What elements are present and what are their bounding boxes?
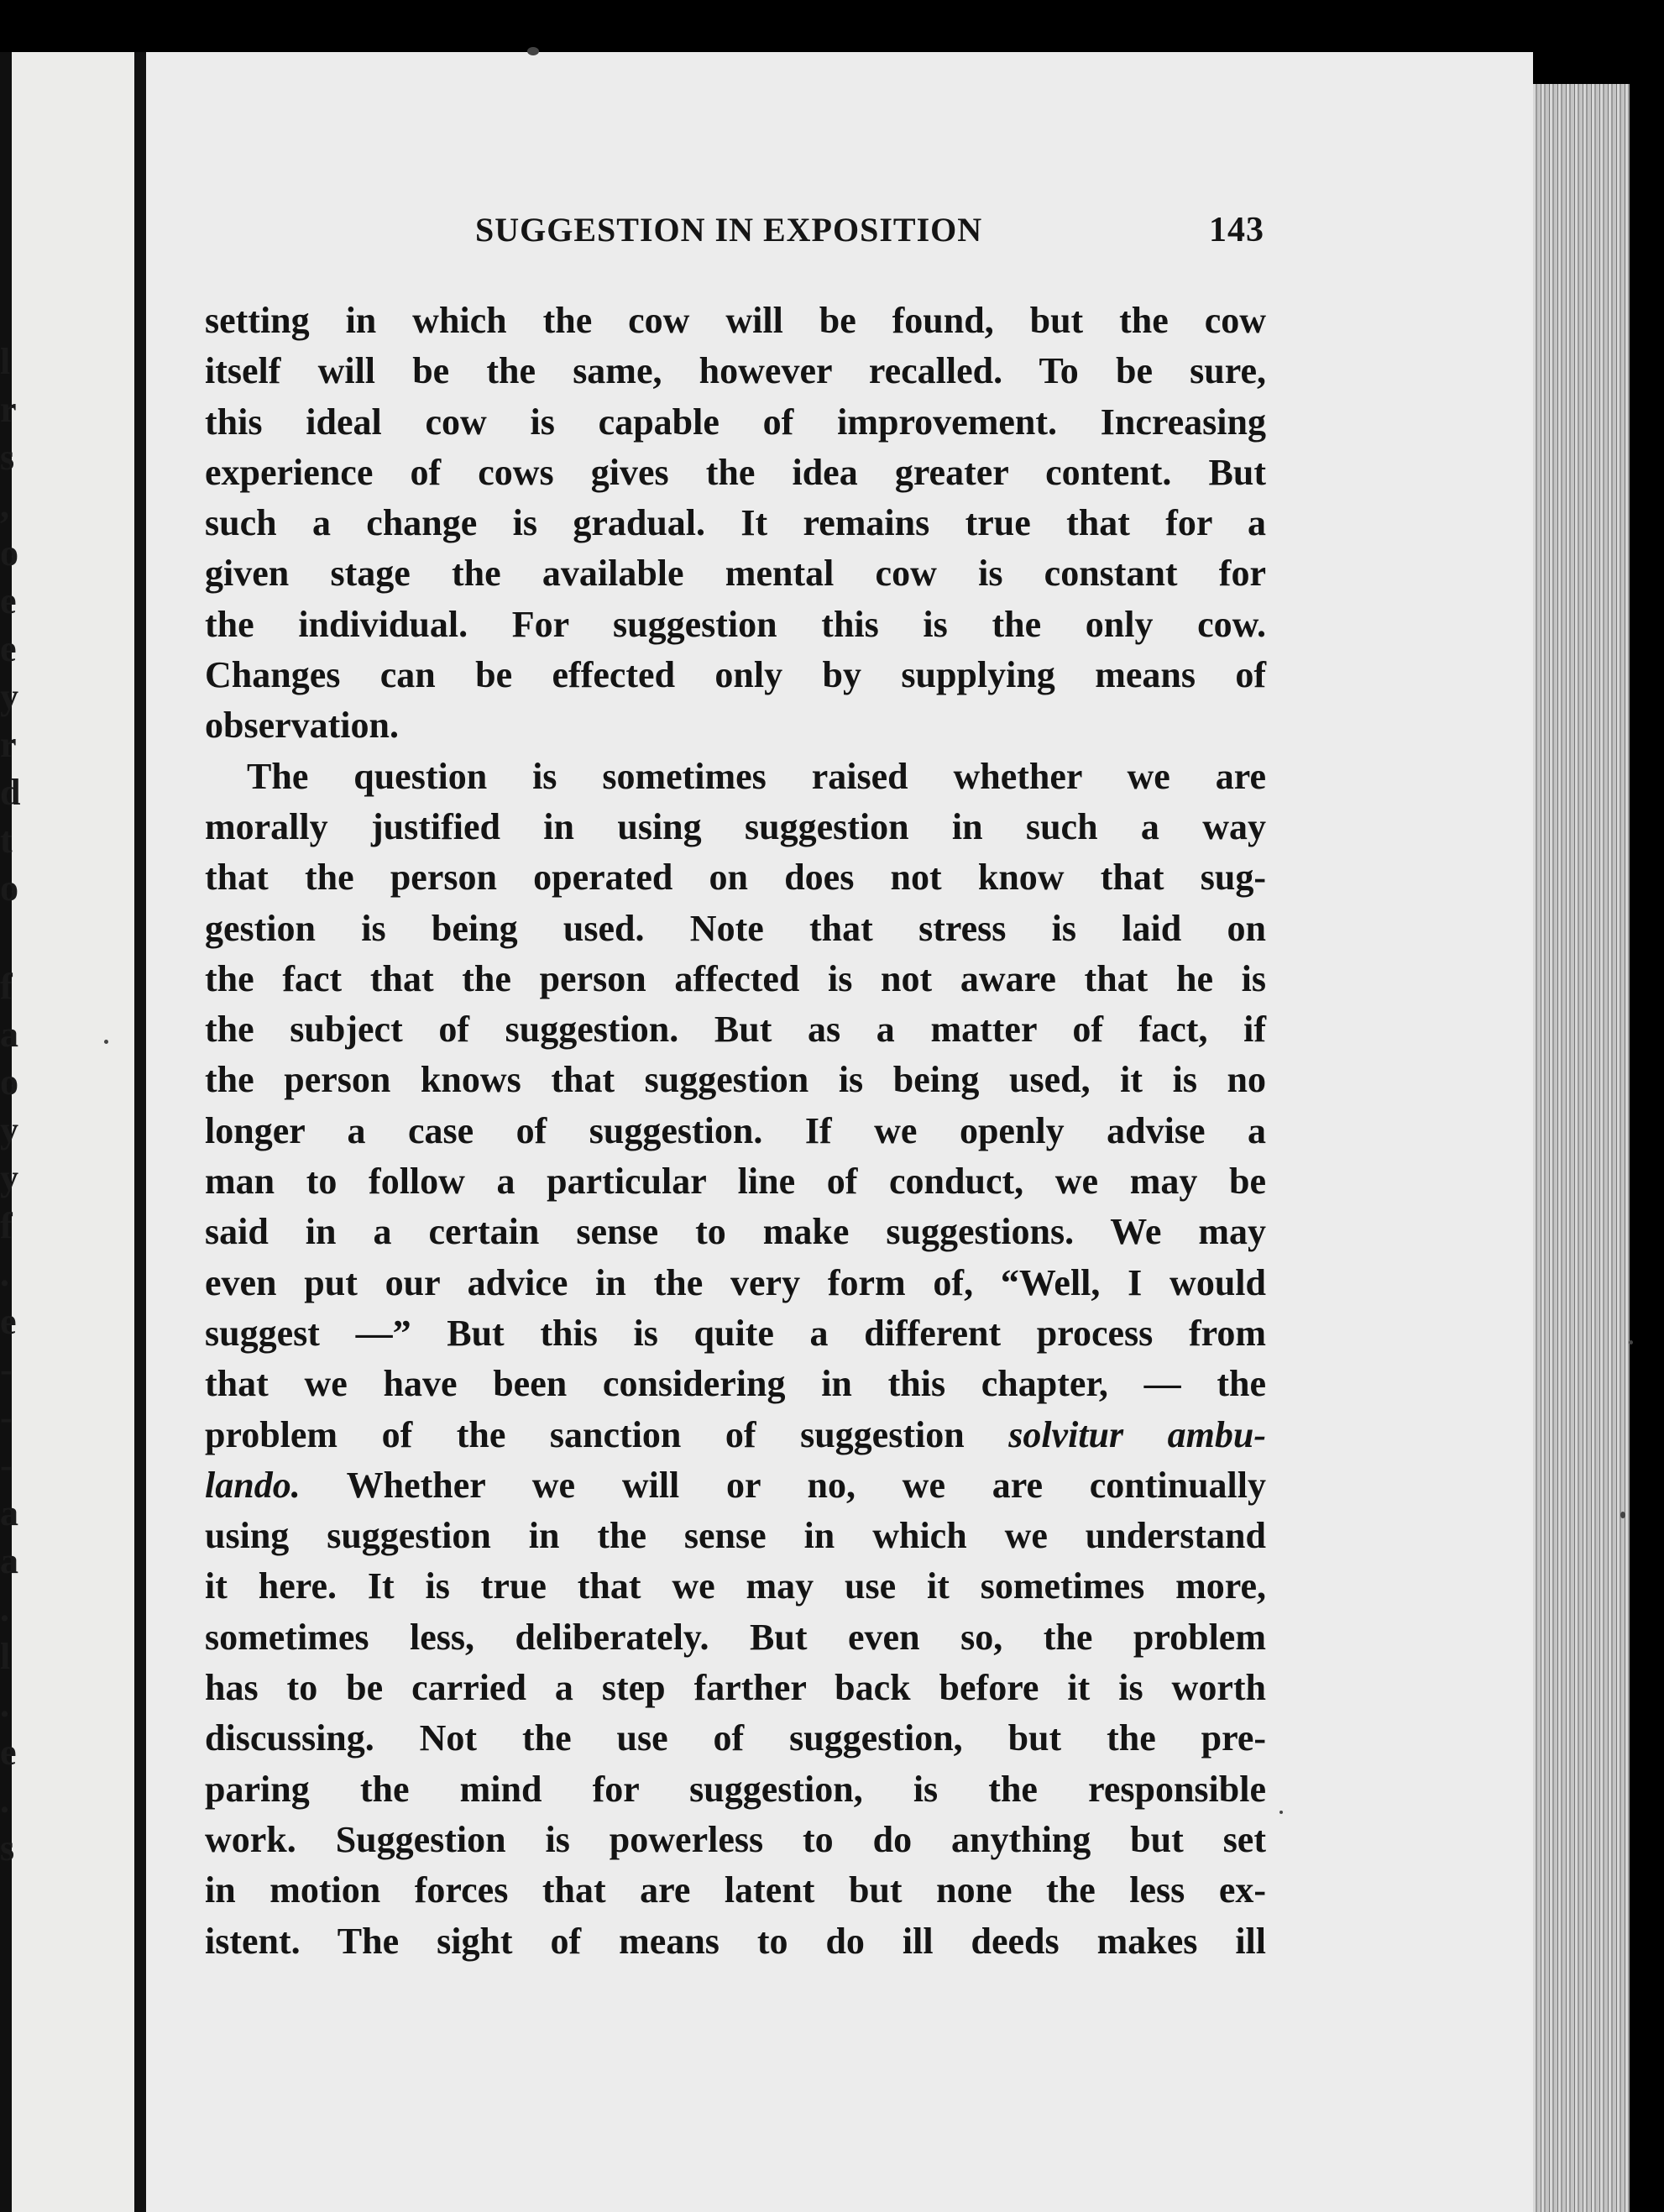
- cut-letter-gap: [0, 912, 24, 962]
- text-line: discussing. Not the use of suggestion, but the pre-: [205, 1717, 1266, 1759]
- cut-letter: a: [0, 1492, 18, 1533]
- text-line: work. Suggestion is powerless to do anything but set: [205, 1818, 1266, 1860]
- cut-letter: e: [0, 1732, 17, 1773]
- text-line: this ideal cow is capable of improvement. Increasing: [205, 401, 1266, 443]
- cut-letter: f: [0, 966, 13, 1007]
- cut-letter: s: [0, 1827, 15, 1869]
- cut-letter: e: [0, 1301, 17, 1342]
- cut-letter: o: [0, 532, 18, 574]
- cut-letter: a: [0, 1540, 18, 1581]
- cut-letter: .: [0, 1253, 9, 1294]
- previous-page-sliver: [0, 52, 134, 2212]
- text-line: gestion is being used. Note that stress is laid on: [205, 907, 1266, 949]
- scan-speck: [1629, 1340, 1633, 1344]
- cut-letter: f: [0, 1205, 13, 1246]
- text-line: setting in which the cow will be found, but the cow: [205, 300, 1266, 341]
- text-line: morally justified in using suggestion in such a way: [205, 805, 1266, 847]
- cut-letter: ,: [0, 485, 9, 526]
- cut-letter: y: [0, 1109, 18, 1151]
- text-line: the individual. For suggestion this is the only cow.: [205, 603, 1266, 645]
- book-gutter: [134, 52, 146, 2212]
- italic-phrase: solvitur ambu-: [1008, 1413, 1266, 1455]
- scan-speck: [527, 47, 539, 55]
- cut-letter: y: [0, 676, 18, 717]
- text-line: that the person operated on does not know that sug-: [205, 857, 1266, 899]
- text-line: the fact that the person affected is not aware that he is: [205, 957, 1266, 999]
- text-line: suggest —” But this is quite a different process from: [205, 1312, 1266, 1354]
- text-line: experience of cows gives the idea greater content. But: [205, 451, 1266, 493]
- scan-speck: [104, 1040, 108, 1044]
- text-line: the person knows that suggestion is being used, it is no: [205, 1059, 1266, 1101]
- running-head: SUGGESTION IN EXPOSITION: [475, 211, 983, 249]
- text-line: sometimes less, deliberately. But even so, the problem: [205, 1616, 1266, 1658]
- text-line: even put our advice in the very form of, “Well, I would: [205, 1261, 1266, 1303]
- text-line: using suggestion in the sense in which we understand: [205, 1515, 1266, 1557]
- text-line: itself will be the same, however recalled. To be sure,: [205, 350, 1266, 392]
- cut-letter: d: [0, 772, 21, 813]
- cut-letter: e: [0, 580, 17, 621]
- scan-speck: [1620, 1512, 1625, 1518]
- body-text: [205, 296, 1266, 1967]
- text-line-paragraph-end: observation.: [205, 705, 399, 747]
- cut-letter: o: [0, 868, 18, 909]
- cut-letter: .: [0, 1684, 9, 1725]
- cut-letter: e: [0, 628, 17, 669]
- cut-letter: l: [0, 341, 11, 382]
- text-line: given stage the available mental cow is constant for: [205, 553, 1266, 595]
- cut-letter: r: [0, 724, 17, 765]
- text-line: the subject of suggestion. But as a matter of fact, if: [205, 1009, 1266, 1051]
- cut-letter: .: [0, 1780, 9, 1821]
- text-line: such a change is gradual. It remains true that for a: [205, 502, 1266, 544]
- text-line: has to be carried a step farther back before it is worth: [205, 1667, 1266, 1709]
- page-header: [475, 210, 1264, 260]
- cut-letter: l: [0, 1636, 11, 1677]
- cut-letter: s: [0, 437, 15, 478]
- text-line: longer a case of suggestion. If we openly advise a: [205, 1109, 1266, 1151]
- previous-page-cut-letters: [0, 338, 24, 1872]
- scan-speck: [1279, 1811, 1283, 1814]
- text-line-with-italic: [205, 1460, 1266, 1511]
- text-line: in motion forces that are latent but none the less ex-: [205, 1869, 1266, 1911]
- text-line-with-italic: [205, 1410, 1266, 1460]
- cut-letter: a: [0, 1014, 18, 1055]
- cut-letter: o: [0, 1061, 18, 1103]
- page-block-edges: [1533, 84, 1630, 2212]
- text-line: man to follow a particular line of conduct, we may be: [205, 1161, 1266, 1203]
- cut-letter: -: [0, 1349, 13, 1390]
- text-segment: problem of the sanction of suggestion: [205, 1413, 965, 1455]
- text-line: Changes can be effected only by supplying means of: [205, 654, 1266, 696]
- text-segment: Whether we will or no, we are continually: [346, 1464, 1266, 1506]
- cut-letter: y: [0, 1157, 18, 1198]
- text-line-paragraph-start: The question is sometimes raised whether we are: [247, 755, 1266, 797]
- text-line: it here. It is true that we may use it sometimes more,: [205, 1565, 1266, 1607]
- cut-letter: -: [0, 1444, 13, 1486]
- text-line: paring the mind for suggestion, is the responsible: [205, 1768, 1266, 1810]
- page-number: 143: [1209, 211, 1264, 249]
- cut-letter: r: [0, 389, 17, 430]
- italic-phrase: lando.: [205, 1464, 301, 1506]
- text-line: istent. The sight of means to do ill deeds makes ill: [205, 1920, 1266, 1962]
- cut-letter: .: [0, 1588, 9, 1629]
- text-line: that we have been considering in this chapter, — the: [205, 1363, 1266, 1405]
- cut-letter: t: [0, 820, 13, 861]
- cut-letter: -: [0, 1397, 13, 1438]
- text-line: said in a certain sense to make suggestions. We may: [205, 1211, 1266, 1253]
